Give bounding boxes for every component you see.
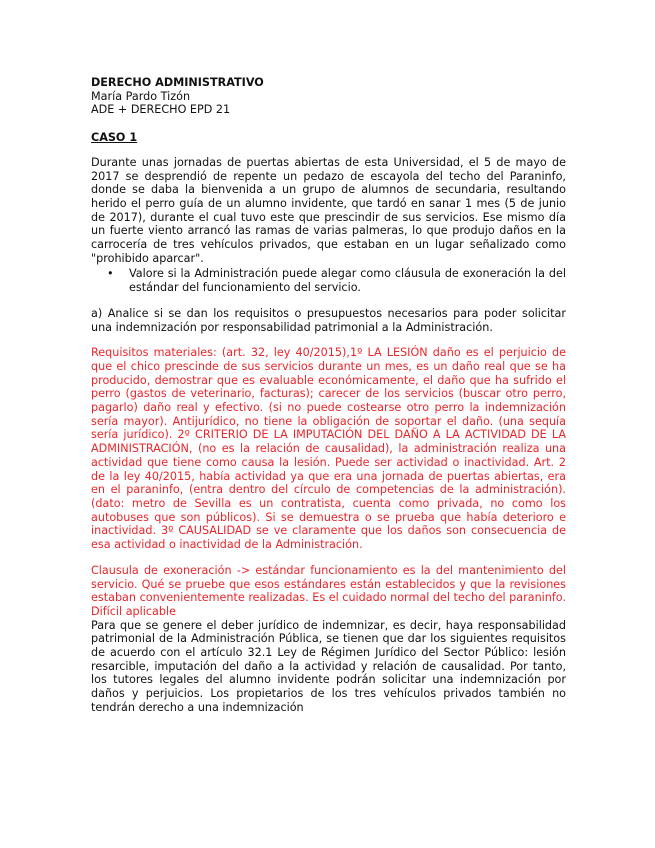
intro-paragraph: Durante unas jornadas de puertas abiertas de esta Universidad, el 5 de mayo de 2017 se desprendió de repente un pedazo de escayola del techo del Paraninfo, donde se daba la bienvenida a un grupo de alumnos de secundaria, resultando herido el perro guía de un alumno invidente, que tardó en sanar 1 mes (5 de junio de 2017), durante el cual tuvo este que prescindir de sus servicios. Ese mismo día un fuerte viento arrancó las ramas de varias palmeras, lo que produjo daños en la carrocería de tres vehículos privados, que estaban en un lugar señalizado como "prohibido aparcar". <box>91 155 566 265</box>
question-bullet-list <box>91 267 566 294</box>
course-name: ADE + DERECHO EPD 21 <box>91 103 231 117</box>
document-title: DERECHO ADMINISTRATIVO <box>91 76 264 89</box>
conclusion-paragraph: Para que se genere el deber jurídico de indemnizar, es decir, haya responsabilidad patrimonial de la Administración Pública, se tienen que dar los siguientes requisitos de acuerdo con el artículo 32.1 Ley de Régimen Jurídico del Sector Público: lesión resarcible, imputación del daño a la actividad y relación de causalidad. Por tanto, los tutores legales del alumno invidente podrán solicitar una indemnización por daños y perjuicios. Los propietarios de los tres vehículos privados también no tendrán derecho a una indemnización <box>91 618 566 714</box>
bullet-text: Valore si la Administración puede alegar como cláusula de exoneración la del estándar del funcionamiento del servicio. <box>129 267 566 295</box>
bullet-icon: • <box>107 267 114 281</box>
author-name: María Pardo Tizón <box>91 89 191 103</box>
case-heading: CASO 1 <box>91 131 138 145</box>
bullet-item <box>107 267 566 295</box>
question-a-paragraph: a) Analice si se dan los requisitos o presupuestos necesarios para poder solicitar una indemnización por responsabilidad patrimonial a la Administración. <box>91 306 566 334</box>
answer-exoneration-paragraph: Clausula de exoneración -> estándar funcionamiento es la del mantenimiento del servicio. Qué se pruebe que esos estándares están establecidos y que la revisiones estaban convenientemente realizadas. Es el cuidado normal del techo del paraninfo. Difícil aplicable <box>91 563 566 618</box>
answer-requirements-paragraph: Requisitos materiales: (art. 32, ley 40/2015),1º LA LESIÓN daño es el perjuicio de que el chico prescinde de sus servicios durante un mes, es un daño real que se ha producido, demostrar que es evaluable económicamente, el daño que ha sufrido el perro (gastos de veterinario, facturas); carecer de los servicios (buscar otro perro, pagarlo) daño real y efectivo. (si no puede costearse otro perro la indemnización sería mayor). Antijurídico, no tiene la obligación de soportar el daño. (una sequía sería jurídico). 2º CRITERIO DE LA IMPUTACIÓN DEL DAÑO A LA ACTIVIDAD DE LA ADMINISTRACIÓN, (no es la relación de causalidad), la administración realiza una actividad que tiene como causa la lesión. Puede ser actividad o inactividad. Art. 2 de la ley 40/2015, había actividad ya que era una jornada de puertas abiertas, era en el paraninfo, (entra dentro del círculo de competencias de la administración). (dato: metro de Sevilla es un contratista, cuenta como privada, no como los autobuses que son públicos). Si se demuestra o se prueba que había deterioro e inactividad. 3º CAUSALIDAD se ve claramente que los daños son consecuencia de esa actividad o inactividad de la Administración. <box>91 346 566 552</box>
